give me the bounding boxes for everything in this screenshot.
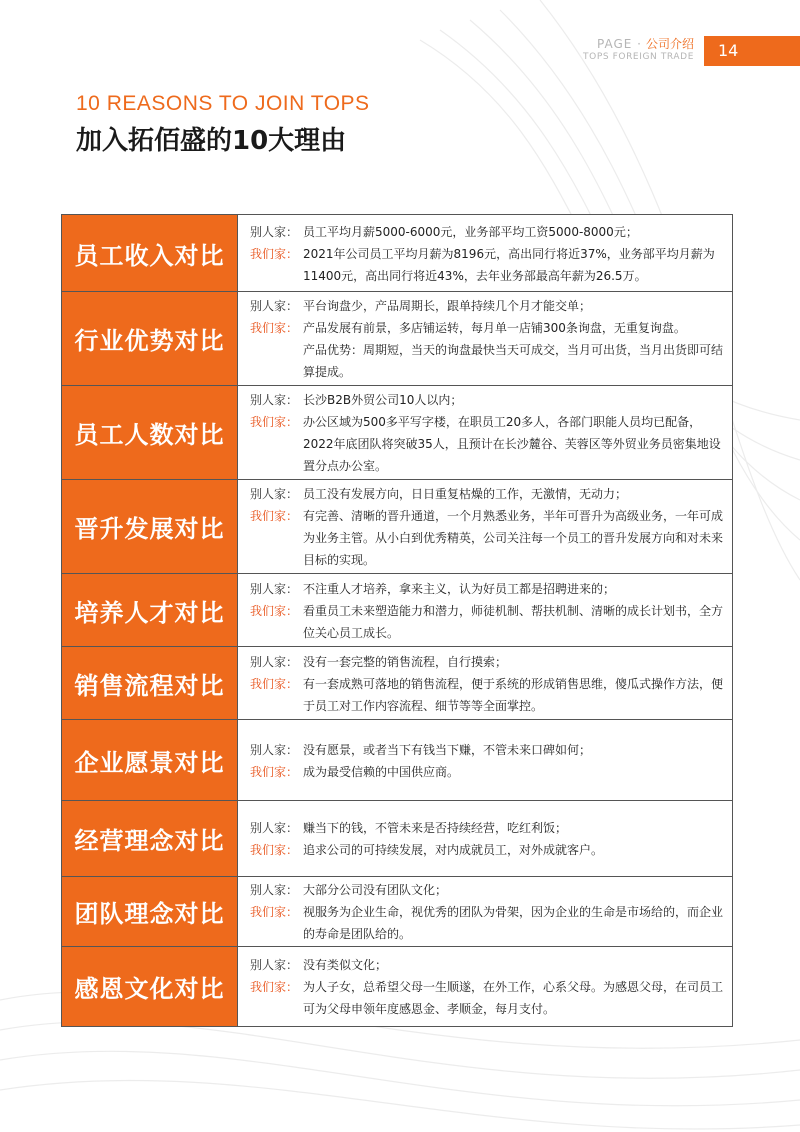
ours-tag: 我们家： [250,509,299,523]
others-text: 不注重人才培养，拿来主义，认为好员工都是招聘进来的； [303,581,616,596]
ours-text: 追求公司的可持续发展，对内成就员工，对外成就客户。 [303,843,604,857]
others-line [250,817,726,839]
others-text: 没有一套完整的销售流程，自行摸索； [303,654,508,669]
others-text: 平台询盘少，产品周期长，跟单持续几个月才能交单； [303,299,592,313]
others-text: 大部分公司没有团队文化； [303,883,448,897]
ours-tag: 我们家： [250,843,299,857]
header-subtitle: TOPS FOREIGN TRADE [583,52,694,62]
ours-line [250,339,726,383]
table-row [62,574,732,647]
ours-tag: 我们家： [250,603,299,618]
row-label: 晋升发展对比 [62,480,238,573]
ours-text: 产品发展有前景，多店铺运转，每月单一店铺300条询盘，无重复询盘。 [303,321,686,335]
page-label: PAGE · [597,37,642,51]
others-tag: 别人家： [250,581,299,596]
ours-line [250,901,726,945]
others-line [250,295,726,317]
others-line [250,483,726,505]
row-label: 销售流程对比 [62,647,238,719]
ours-line [250,317,726,339]
row-label: 培养人才对比 [62,574,238,646]
row-label: 员工人数对比 [62,386,238,479]
title-chinese: 加入拓佰盛的10大理由 [76,126,347,156]
ours-tag: 我们家： [250,905,299,919]
row-label: 经营理念对比 [62,801,238,876]
ours-line [250,976,726,1020]
ours-line [250,243,726,287]
ours-text: 有完善、清晰的晋升通道，一个月熟悉业务，半年可晋升为高级业务，一年可成为业务主管。从小白到优秀精英，公司关注每一个员工的晋升发展方向和对未来目标的实现。 [303,509,724,567]
others-tag: 别人家： [250,224,299,239]
ours-line [250,761,726,783]
others-tag: 别人家： [250,821,299,835]
ours-line [250,839,726,861]
others-line [250,954,726,976]
ours-tag: 我们家： [250,321,299,335]
ours-tag: 我们家： [250,764,299,779]
page-header [583,36,800,66]
others-text: 赚当下的钱，不管未来是否持续经营，吃红利饭； [303,821,568,835]
ours-text: 为人子女，总希望父母一生顺遂，在外工作，心系父母。为感恩父母，在司员工可为父母申领年度感恩金、孝顺金，每月支付。 [303,980,724,1016]
others-tag: 别人家： [250,393,299,407]
row-content [238,877,732,946]
others-line [250,578,726,600]
others-text: 没有类似文化； [303,958,388,972]
others-text: 员工平均月薪5000-6000元，业务部平均工资5000-8000元； [303,224,638,239]
ours-tag [250,339,303,383]
ours-tag: 我们家： [250,676,299,691]
others-line [250,221,726,243]
table-row [62,720,732,801]
row-content [238,574,732,646]
ours-text: 产品优势：周期短，当天的询盘最快当天可成交，当月可出货，当月出货即可结算提成。 [303,343,724,379]
ours-text: 2021年公司员工平均月薪为8196元，高出同行将近37%，业务部平均月薪为11400元，高出同行将近43%，去年业务部最高年薪为26.5万。 [303,246,715,283]
row-content [238,720,732,800]
reasons-comparison-table [61,214,733,1027]
row-label: 团队理念对比 [62,877,238,946]
table-row [62,877,732,947]
ours-text: 成为最受信赖的中国供应商。 [303,764,460,779]
ours-tag: 我们家： [250,980,299,994]
others-text: 长沙B2B外贸公司10人以内； [303,393,463,407]
ours-line [250,411,726,477]
ours-line [250,600,726,644]
table-row [62,801,732,877]
others-line [250,389,726,411]
ours-text: 看重员工未来塑造能力和潜力，师徒机制、帮扶机制、清晰的成长计划书，全方位关心员工成长。 [303,603,724,640]
title-english: 10 REASONS TO JOIN TOPS [76,92,370,115]
table-row [62,947,732,1026]
table-row [62,647,732,720]
others-tag: 别人家： [250,654,299,669]
row-label: 行业优势对比 [62,292,238,385]
row-content [238,480,732,573]
row-content [238,947,732,1026]
ours-text: 有一套成熟可落地的销售流程，便于系统的形成销售思维，傻瓜式操作方法，便于员工对工作内容流程、细节等等全面掌控。 [303,676,724,713]
ours-tag: 我们家： [250,246,299,261]
others-tag: 别人家： [250,299,299,313]
row-label: 员工收入对比 [62,215,238,291]
ours-tag: 我们家： [250,415,299,429]
table-row [62,480,732,574]
others-tag: 别人家： [250,958,299,972]
others-tag: 别人家： [250,487,299,501]
page-number-badge: 14 [704,36,800,66]
others-text: 员工没有发展方向，日日重复枯燥的工作，无激情，无动力； [303,487,628,501]
header-line1 [583,38,694,51]
ours-text: 视服务为企业生命，视优秀的团队为骨架，因为企业的生命是市场给的，而企业的寿命是团队给的。 [303,905,724,941]
ours-line [250,505,726,571]
others-text: 没有愿景，或者当下有钱当下赚，不管未来口碑如何； [303,742,592,757]
table-row [62,215,732,292]
ours-line [250,673,726,717]
section-name: 公司介绍 [645,37,694,51]
row-label: 感恩文化对比 [62,947,238,1026]
row-content [238,292,732,385]
others-tag: 别人家： [250,742,299,757]
row-label: 企业愿景对比 [62,720,238,800]
row-content [238,801,732,876]
others-line [250,739,726,761]
row-content [238,386,732,479]
row-content [238,647,732,719]
ours-text: 办公区域为500多平写字楼，在职员工20多人，各部门职能人员均已配备，2022年底团队将突破35人，且预计在长沙麓谷、芙蓉区等外贸业务员密集地设置分点办公室。 [303,415,721,473]
row-content [238,215,732,291]
others-line [250,879,726,901]
table-row [62,386,732,480]
header-text [583,38,694,64]
others-line [250,651,726,673]
others-tag: 别人家： [250,883,299,897]
table-row [62,292,732,386]
